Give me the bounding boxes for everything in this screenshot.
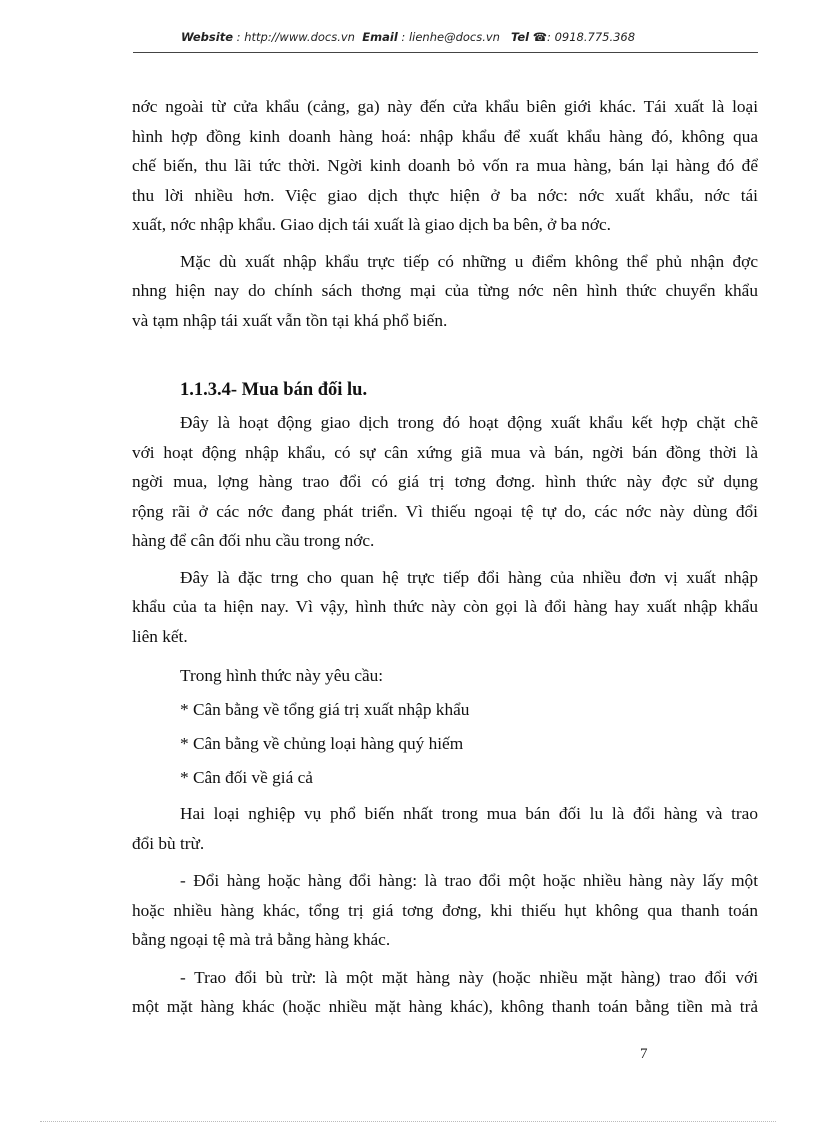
paragraph-6 bbox=[132, 799, 758, 858]
text-line: khẩu của ta hiện nay. Vì vậy, hình thức này còn gọi là đổi hàng hay xuất nhập khẩu bbox=[132, 597, 758, 616]
page-body bbox=[132, 92, 758, 1022]
text-line: một mặt hàng khác (hoặc nhiều mặt hàng khác), không thanh toán bằng tiền mà trả bbox=[132, 997, 758, 1016]
spacer bbox=[132, 335, 758, 376]
paragraph-7 bbox=[132, 866, 758, 955]
bullet-item: * Cân đối về giá cả bbox=[180, 768, 313, 787]
text-line: bằng ngoại tệ mà trả bằng hàng khác. bbox=[132, 930, 391, 949]
paragraph-2 bbox=[132, 247, 758, 336]
email-value: : lienhe@docs.vn bbox=[401, 30, 500, 44]
spacer bbox=[132, 556, 758, 563]
text-line: Đây là hoạt động giao dịch trong đó hoạt động xuất khẩu kết hợp chặt chẽ bbox=[180, 413, 758, 432]
spacer bbox=[132, 240, 758, 247]
phone-icon: ☎ bbox=[532, 30, 548, 44]
text-line: Mặc dù xuất nhập khẩu trực tiếp có những u điểm không thể phủ nhận đợc bbox=[180, 251, 758, 271]
text-line: nhng hiện nay do chính sách thơng mại của từng nớc nên hình thức chuyển khẩu bbox=[132, 281, 758, 300]
text-line: nớc ngoài từ cửa khẩu (cảng, ga) này đến cửa khẩu biên giới khác. Tái xuất là loại bbox=[132, 97, 758, 116]
page-number: 7 bbox=[640, 1046, 648, 1062]
text-line: rộng rãi ở các nớc đang phát triển. Vì thiếu ngoại tệ tự do, các nớc này dùng đổi bbox=[132, 501, 758, 521]
spacer bbox=[132, 651, 758, 659]
tel-label: Tel bbox=[510, 30, 530, 44]
page-header bbox=[0, 30, 816, 44]
website-label: Website bbox=[180, 30, 234, 44]
bullet-item: * Cân bằng về chủng loại hàng quý hiếm bbox=[180, 734, 464, 753]
paragraph-3 bbox=[132, 408, 758, 556]
text-line: và tạm nhập tái xuất vẫn tồn tại khá phổ biến. bbox=[132, 310, 448, 330]
text-line: ngời mua, lợng hàng trao đổi có giá trị tơng đơng. hình thức này đợc sử dụng bbox=[132, 472, 758, 491]
text-line: xuất, nớc nhập khẩu. Giao dịch tái xuất là giao dịch ba bên, ở ba nớc. bbox=[132, 215, 611, 234]
text-line: Hai loại nghiệp vụ phổ biến nhất trong mua bán đối lu là đổi hàng và trao bbox=[180, 804, 758, 823]
spacer bbox=[132, 955, 758, 963]
text-line: - Đổi hàng hoặc hàng đổi hàng: là trao đổi một hoặc nhiều hàng này lấy một bbox=[180, 871, 758, 890]
paragraph-5: Trong hình thức này yêu cầu: bbox=[180, 666, 384, 685]
text-line: đổi bù trừ. bbox=[132, 833, 205, 853]
text-line: hình hợp đồng kinh doanh hàng hoá: nhập khẩu để xuất khẩu hàng đó, không qua bbox=[132, 126, 758, 146]
paragraph-1 bbox=[132, 92, 758, 240]
text-line: - Trao đổi bù trừ: là một mặt hàng này (hoặc nhiều mặt hàng) trao đổi với bbox=[180, 967, 758, 987]
text-line: hoặc nhiều hàng khác, tổng trị giá tơng đơng, khi thiếu hụt không qua thanh toán bbox=[132, 900, 758, 920]
spacer bbox=[132, 858, 758, 866]
text-line: hàng để cân đối nhu cầu trong nớc. bbox=[132, 531, 375, 550]
text-line: chế biến, thu lãi tức thời. Ngời kinh doanh bỏ vốn ra mua hàng, bán lại hàng đó để bbox=[132, 156, 758, 175]
header-rule bbox=[133, 52, 758, 53]
email-label: Email bbox=[362, 30, 398, 44]
page-bottom-divider bbox=[40, 1121, 776, 1122]
paragraph-4 bbox=[132, 563, 758, 652]
text-line: thu lời nhiều hơn. Việc giao dịch thực hiện ở ba nớc: nớc xuất khẩu, nớc tái bbox=[132, 185, 758, 205]
website-value: : http://www.docs.vn bbox=[236, 30, 355, 44]
section-heading: 1.1.3.4- Mua bán đối lu. bbox=[180, 380, 368, 400]
text-line: Đây là đặc trng cho quan hệ trực tiếp đổi hàng của nhiều đơn vị xuất nhập bbox=[180, 567, 758, 587]
bullet-item: * Cân bằng về tổng giá trị xuất nhập khẩu bbox=[180, 700, 470, 719]
tel-value: : 0918.775.368 bbox=[547, 30, 636, 44]
text-line: liên kết. bbox=[132, 626, 188, 646]
paragraph-8 bbox=[132, 963, 758, 1022]
text-line: với hoạt động nhập khẩu, có sự cân xứng giã mua và bán, ngời bán đồng thời là bbox=[132, 442, 758, 462]
